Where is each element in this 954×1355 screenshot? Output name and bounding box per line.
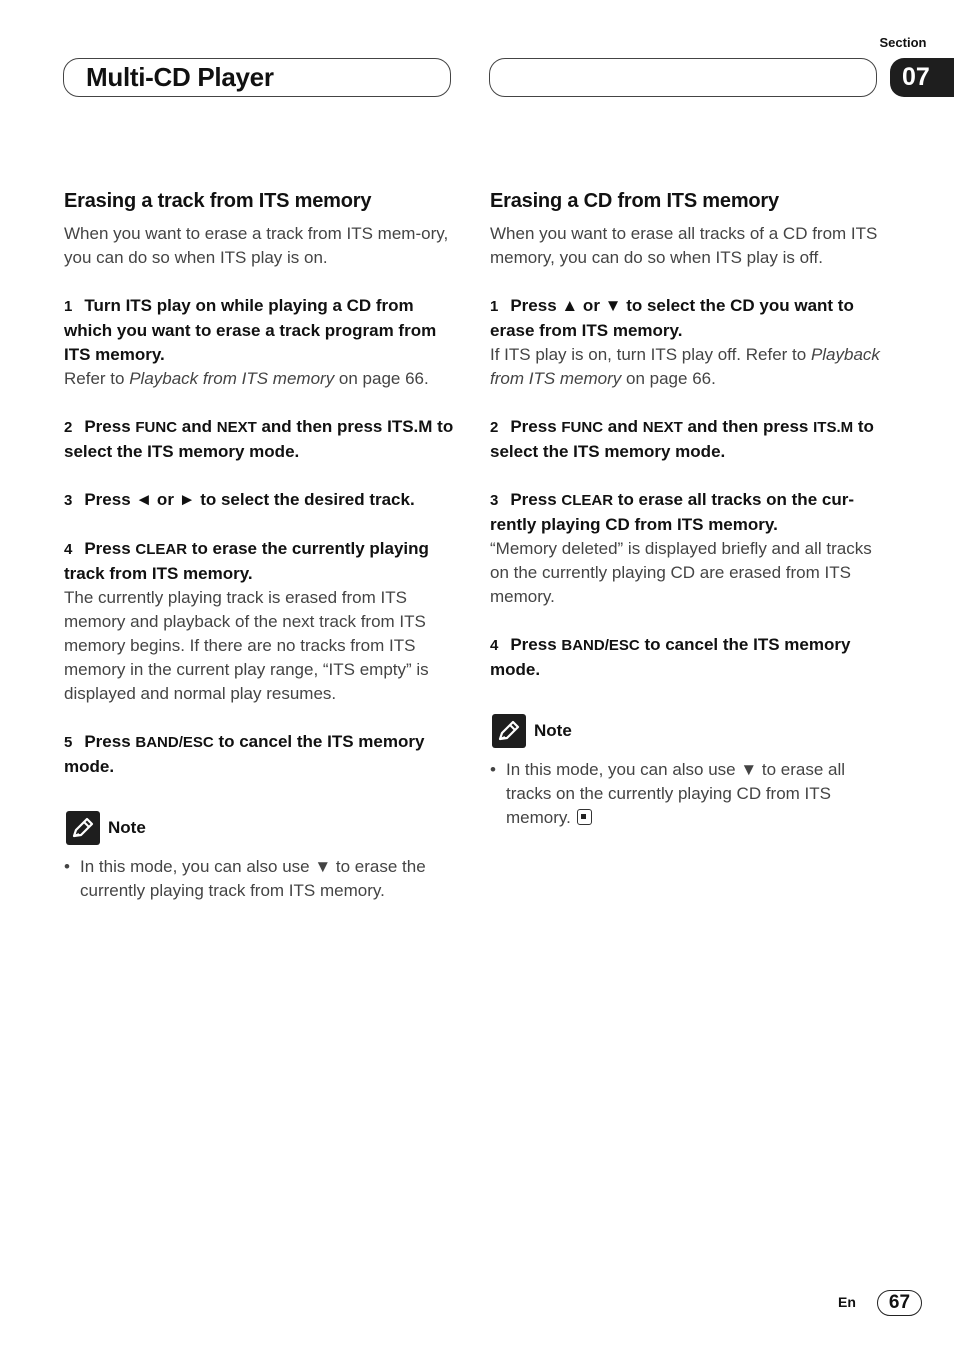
right-step-4: 4 Press BAND/ESC to cancel the ITS memory mode.	[490, 635, 851, 679]
page-number: 67	[877, 1290, 922, 1316]
section-number-badge: 07	[890, 58, 954, 97]
chapter-title: Multi-CD Player	[86, 62, 274, 92]
left-step-4: 4 Press CLEAR to erase the currently playing track from ITS memory.	[64, 539, 429, 583]
pencil-note-icon	[492, 714, 526, 748]
note-label: Note	[108, 818, 146, 837]
right-step-2: 2 Press FUNC and NEXT and then press ITS.M to select the ITS memory mode.	[490, 417, 874, 461]
left-note-header	[64, 811, 454, 845]
language-label: En	[838, 1294, 856, 1310]
right-note-bullet: • In this mode, you can also use ▼ to erase all tracks on the currently playing CD from ITS memory.	[490, 760, 846, 827]
left-column	[64, 188, 454, 903]
right-intro: When you want to erase all tracks of a CD from ITS memory, you can do so when ITS play is off.	[490, 224, 878, 267]
right-column	[490, 188, 880, 830]
right-step-3: 3 Press CLEAR to erase all tracks on the cur-rently playing CD from ITS memory.	[490, 490, 854, 534]
left-step-1-detail: Refer to Playback from ITS memory on page 66.	[64, 369, 429, 388]
note-label: Note	[534, 721, 572, 740]
right-step-1: 1 Press ▲ or ▼ to select the CD you want to erase from ITS memory.	[490, 296, 854, 340]
left-step-1: 1 Turn ITS play on while playing a CD from which you want to erase a track program from ITS memory.	[64, 296, 437, 364]
chapter-title-box	[63, 58, 451, 97]
left-step-5: 5 Press BAND/ESC to cancel the ITS memory mode.	[64, 732, 425, 776]
left-step-2: 2 Press FUNC and NEXT and then press ITS.M to select the ITS memory mode.	[64, 417, 454, 461]
right-note-header	[490, 714, 880, 748]
left-note-bullet: • In this mode, you can also use ▼ to erase the currently playing track from ITS memory.	[64, 857, 426, 900]
section-end-icon	[577, 809, 592, 825]
left-intro: When you want to erase a track from ITS mem-ory, you can do so when ITS play is on.	[64, 224, 449, 267]
left-step-3: 3 Press ◄ or ► to select the desired track.	[64, 490, 415, 509]
right-step-3-detail: “Memory deleted” is displayed briefly and all tracks on the currently playing CD are erased from ITS memory.	[490, 539, 872, 606]
empty-header-box	[489, 58, 877, 97]
left-step-4-detail: The currently playing track is erased from ITS memory and playback of the next track from ITS memory begins. If there are no tracks from ITS memory in the current play range, “ITS empty” is displayed and normal play resumes.	[64, 588, 429, 703]
right-step-1-detail: If ITS play is on, turn ITS play off. Refer to Playback from ITS memory on page 66.	[490, 345, 880, 388]
right-heading: Erasing a CD from ITS memory	[490, 190, 779, 212]
section-label: Section	[879, 35, 927, 50]
left-heading: Erasing a track from ITS memory	[64, 190, 372, 212]
pencil-note-icon	[66, 811, 100, 845]
